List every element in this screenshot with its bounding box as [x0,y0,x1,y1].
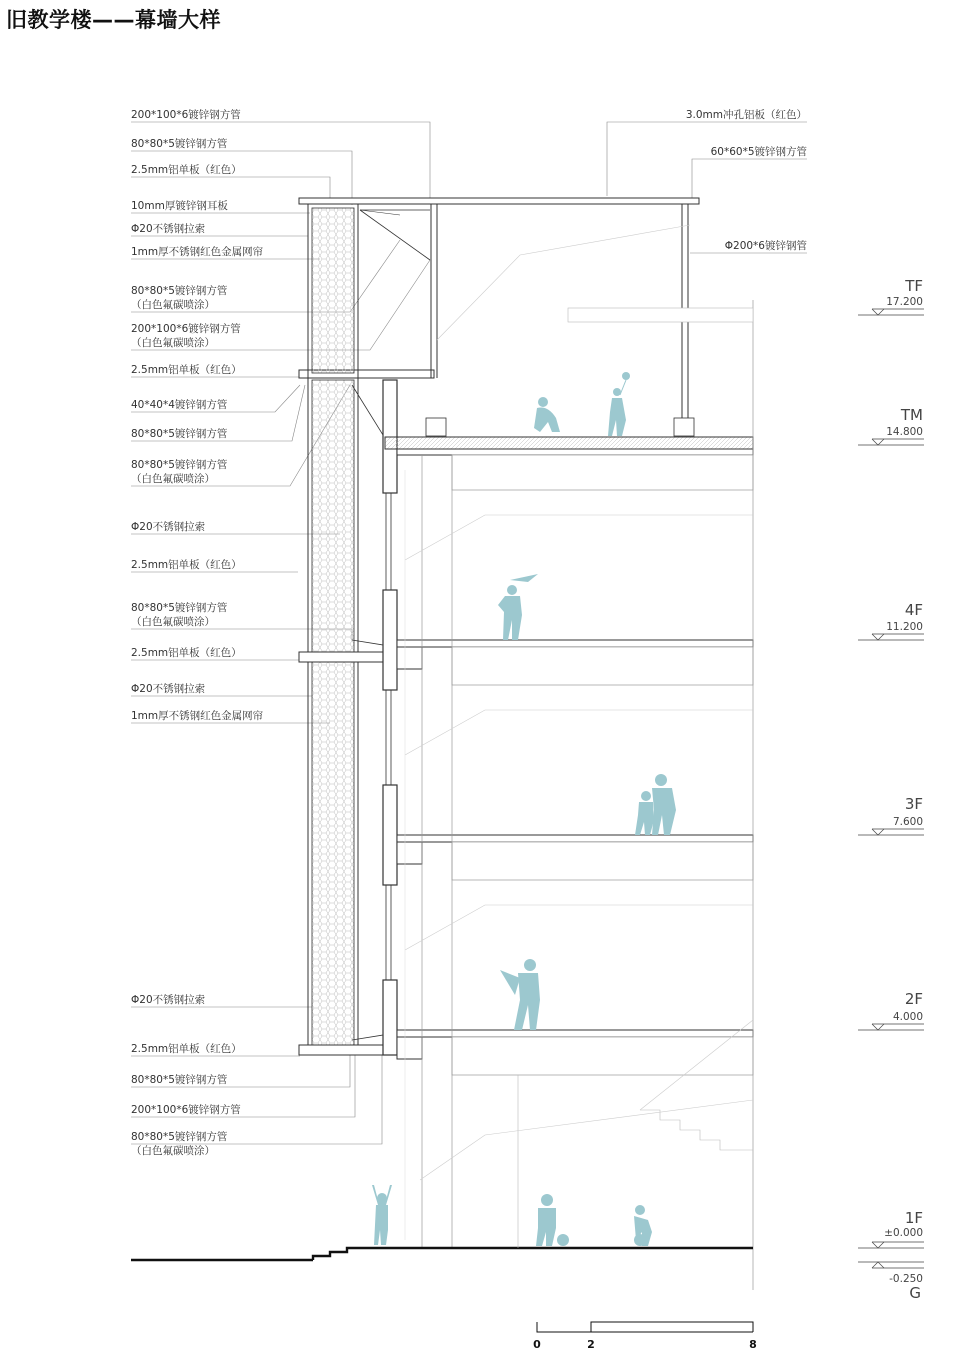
label-l7: 80*80*5镀锌钢方管 [131,285,228,297]
level-1f [858,1242,924,1248]
page-title: 旧教学楼——幕墙大样 [6,8,221,32]
level-value-4f: 11.200 [886,621,923,633]
label-l18: 1mm厚不锈钢红色金属网帘 [131,710,264,722]
label-l2: 80*80*5镀锌钢方管 [131,138,228,150]
label-l23: 80*80*5镀锌钢方管 [131,1131,228,1143]
label-l7b: （白色氟碳喷涂） [131,299,215,311]
level-name-3f: 3F [904,795,923,813]
label-l15b: （白色氟碳喷涂） [131,616,215,628]
label-l23b: （白色氟碳喷涂） [131,1145,215,1157]
figure-roof-balloon [608,372,630,436]
label-l6: 1mm厚不锈钢红色金属网帘 [131,246,264,258]
level-name-tf: TF [905,277,923,295]
level-name-tm: TM [900,406,923,424]
level-value-2f: 4.000 [892,1011,923,1023]
level-name-4f: 4F [904,601,923,619]
people-silhouettes [372,372,676,1246]
level-value-3f: 7.600 [892,816,923,828]
figure-ground-ball-2 [634,1205,652,1246]
label-l12b: （白色氟碳喷涂） [131,473,215,485]
label-l22: 200*100*6镀锌钢方管 [131,1104,241,1116]
level-name-1f: 1F [904,1209,923,1227]
label-l17: Φ20不锈钢拉索 [131,683,206,695]
figure-ground-cheer [372,1185,392,1245]
level-tf [858,309,924,315]
level-4f [858,634,924,640]
label-r3: Φ200*6镀锌钢管 [724,240,807,252]
figure-ground-ball-1 [536,1194,569,1246]
label-r2: 60*60*5镀锌钢方管 [710,146,807,158]
left-labels [131,108,264,1157]
label-l14: 2.5mm铝单板（红色） [131,559,242,571]
level-2f [858,1024,924,1030]
label-r1: 3.0mm冲孔铝板（红色） [685,109,807,121]
level-name-g: G [909,1284,921,1302]
figure-4f-plane [498,574,538,640]
label-l20: 2.5mm铝单板（红色） [131,1043,242,1055]
scale-bar [537,1322,753,1332]
level-labels [884,277,923,1302]
level-value-tf: 17.200 [886,296,923,308]
label-l19: Φ20不锈钢拉索 [131,994,206,1006]
figure-3f-adult [652,774,676,835]
figure-3f-child [635,791,654,835]
label-l16: 2.5mm铝单板（红色） [131,647,242,659]
label-l8b: （白色氟碳喷涂） [131,337,215,349]
label-l3: 2.5mm铝单板（红色） [131,164,242,176]
label-l11: 80*80*5镀锌钢方管 [131,428,228,440]
scale-label-2: 2 [587,1338,595,1351]
figure-2f-reading [500,959,540,1030]
level-value-1f: ±0.000 [884,1227,923,1239]
label-l12: 80*80*5镀锌钢方管 [131,459,228,471]
level-tm [858,439,924,445]
level-value-g: -0.250 [889,1273,923,1285]
label-l8: 200*100*6镀锌钢方管 [131,323,241,335]
label-l15: 80*80*5镀锌钢方管 [131,602,228,614]
label-l1: 200*100*6镀锌钢方管 [131,109,241,121]
level-value-tm: 14.800 [886,426,923,438]
label-l4: 10mm厚镀锌钢耳板 [131,200,228,212]
label-l13: Φ20不锈钢拉索 [131,521,206,533]
level-g [858,1262,924,1268]
scale-label-8: 8 [749,1338,757,1351]
label-l9: 2.5mm铝单板（红色） [131,364,242,376]
right-leaders [607,122,807,253]
building-structure [131,198,753,1290]
label-l5: Φ20不锈钢拉索 [131,223,206,235]
figure-roof-crouch [534,397,560,432]
scale-label-0: 0 [533,1338,541,1351]
right-labels [686,108,808,252]
level-name-2f: 2F [904,990,923,1008]
label-l10: 40*40*4镀锌钢方管 [131,399,228,411]
level-markers [858,309,924,1268]
label-l21: 80*80*5镀锌钢方管 [131,1074,228,1086]
level-3f [858,829,924,835]
